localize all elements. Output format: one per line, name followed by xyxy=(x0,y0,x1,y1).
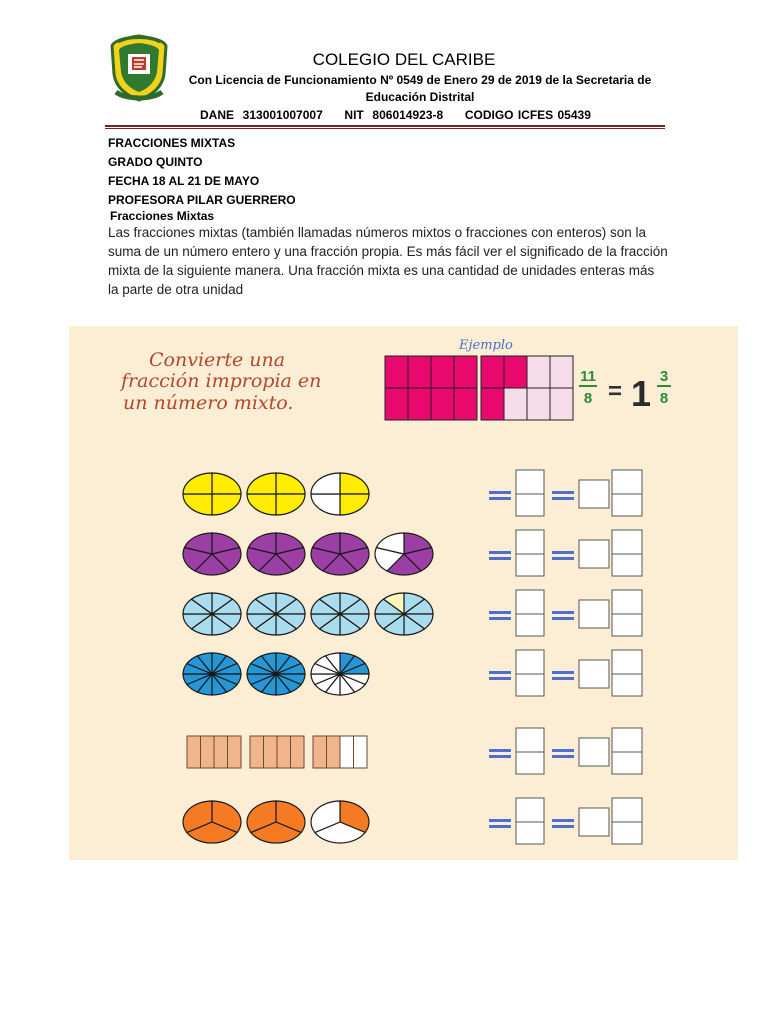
circle-sector xyxy=(183,473,212,494)
example-cell xyxy=(550,356,573,388)
equals-sign xyxy=(552,557,574,560)
exercise-row xyxy=(183,470,642,516)
rect-part xyxy=(277,736,291,768)
equals-sign xyxy=(552,617,574,620)
equals-sign xyxy=(489,819,511,822)
date-label: FECHA 18 AL 21 DE MAYO xyxy=(108,174,260,188)
example-cell xyxy=(527,356,550,388)
equals-sign xyxy=(489,557,511,560)
example-cell xyxy=(385,356,408,388)
example-label: Ejemplo xyxy=(459,338,513,353)
fraction-circle xyxy=(311,533,369,575)
circle-sector xyxy=(247,473,276,494)
circle-sector xyxy=(311,494,340,515)
answer-box xyxy=(612,798,642,844)
rect-part xyxy=(264,736,278,768)
fraction-circle xyxy=(375,593,433,635)
circle-sector xyxy=(276,494,305,515)
fraction-rect xyxy=(187,736,241,768)
equals-sign xyxy=(489,491,511,494)
equals-sign xyxy=(489,617,511,620)
equals-sign xyxy=(552,825,574,828)
intro-paragraph: Las fracciones mixtas (también llamadas números mixtos o fracciones con enteros) son la suma de un número entero y una fracción propia. Es más fácil ver el significado de la fracción mixta de la siguiente manera. Una fracción mixta es una cantidad de unidades enteras más la parte de otra unidad xyxy=(108,225,668,297)
answer-mixed-box xyxy=(579,530,642,576)
rect-part xyxy=(214,736,228,768)
equals-sign xyxy=(552,551,574,554)
example-cell xyxy=(431,356,454,388)
answer-fraction-box xyxy=(516,650,544,696)
fraction-circle xyxy=(183,653,241,695)
exercise-row xyxy=(183,650,642,696)
exercise-rows xyxy=(183,470,642,844)
circle-sector xyxy=(247,494,276,515)
fraction-circle xyxy=(311,593,369,635)
equals-sign xyxy=(489,749,511,752)
answer-box xyxy=(612,650,642,696)
equals-sign xyxy=(489,671,511,674)
equals-sign xyxy=(552,491,574,494)
fraction-circle xyxy=(247,473,305,515)
grade-label: GRADO QUINTO xyxy=(108,155,203,169)
example-equation xyxy=(579,368,671,414)
circle-sector xyxy=(212,473,241,494)
worksheet-title-line-2: fracción impropia en xyxy=(121,370,322,392)
fraction-circle xyxy=(183,593,241,635)
equals-sign xyxy=(489,611,511,614)
answer-mixed-box xyxy=(579,590,642,636)
answer-box xyxy=(612,530,642,576)
whole-box xyxy=(579,540,609,568)
worksheet-image xyxy=(69,326,738,860)
answer-fraction-box xyxy=(516,798,544,844)
answer-box xyxy=(516,470,544,516)
answer-box xyxy=(516,728,544,774)
example-mixed-numerator: 3 xyxy=(659,368,669,385)
example-fraction-grids xyxy=(385,356,573,420)
whole-box xyxy=(579,808,609,836)
example-cell xyxy=(408,356,431,388)
circle-sector xyxy=(276,473,305,494)
example-grid xyxy=(385,356,477,420)
fraction-circle xyxy=(375,533,433,575)
document-meta xyxy=(108,134,296,210)
equals-sign xyxy=(489,755,511,758)
worksheet-title-line-3: un número mixto. xyxy=(123,392,294,414)
whole-box xyxy=(579,660,609,688)
school-name: COLEGIO DEL CARIBE xyxy=(312,50,496,69)
answer-mixed-box xyxy=(579,470,642,516)
circle-sector xyxy=(212,494,241,515)
answer-mixed-box xyxy=(579,728,642,774)
example-cell xyxy=(550,388,573,420)
answer-mixed-box xyxy=(579,798,642,844)
equals-sign xyxy=(552,677,574,680)
answer-box xyxy=(612,470,642,516)
answer-fraction-box xyxy=(516,728,544,774)
example-cell xyxy=(385,388,408,420)
answer-fraction-box xyxy=(516,470,544,516)
rect-part xyxy=(354,736,368,768)
whole-box xyxy=(579,480,609,508)
rect-part xyxy=(340,736,354,768)
example-grid xyxy=(481,356,573,420)
example-cell xyxy=(454,356,477,388)
rect-part xyxy=(228,736,242,768)
answer-fraction-box xyxy=(516,590,544,636)
fraction-rect xyxy=(250,736,304,768)
rect-part xyxy=(313,736,327,768)
answer-mixed-box xyxy=(579,650,642,696)
equals-sign xyxy=(552,749,574,752)
answer-box xyxy=(516,650,544,696)
fraction-circle xyxy=(247,593,305,635)
fraction-circle xyxy=(247,653,305,695)
answer-box xyxy=(516,590,544,636)
answer-box xyxy=(516,530,544,576)
answer-fraction-box xyxy=(516,530,544,576)
rect-part xyxy=(187,736,201,768)
example-cell xyxy=(454,388,477,420)
circle-sector xyxy=(340,494,369,515)
section-title: Fracciones Mixtas xyxy=(110,209,215,223)
example-equals: = xyxy=(607,378,623,405)
fraction-circle xyxy=(183,473,241,515)
institution-ids: DANE 313001007007 NIT 806014923-8 CODIGO ICFES 05439 xyxy=(200,108,591,122)
fraction-rect xyxy=(313,736,367,768)
exercise-row xyxy=(187,728,642,774)
fraction-circle xyxy=(311,653,369,695)
exercise-row xyxy=(183,590,642,636)
equals-sign xyxy=(552,497,574,500)
example-numerator: 11 xyxy=(580,368,596,385)
equals-sign xyxy=(489,677,511,680)
answer-box xyxy=(612,728,642,774)
fraction-circle xyxy=(183,801,241,843)
example-whole: 1 xyxy=(630,373,652,414)
worksheet-title-line-1: Convierte una xyxy=(149,349,286,371)
example-cell xyxy=(431,388,454,420)
rect-part xyxy=(201,736,215,768)
example-cell xyxy=(481,356,504,388)
fraction-circle xyxy=(247,533,305,575)
equals-sign xyxy=(552,611,574,614)
example-cell xyxy=(504,388,527,420)
example-mixed-denominator: 8 xyxy=(659,390,669,407)
equals-sign xyxy=(489,497,511,500)
example-cell xyxy=(527,388,550,420)
rect-part xyxy=(250,736,264,768)
example-cell xyxy=(504,356,527,388)
circle-sector xyxy=(340,473,369,494)
rect-part xyxy=(291,736,305,768)
exercise-row xyxy=(183,530,642,576)
fraction-circle xyxy=(183,533,241,575)
fraction-circle xyxy=(311,473,369,515)
example-denominator: 8 xyxy=(583,390,593,407)
whole-box xyxy=(579,600,609,628)
exercise-row xyxy=(183,798,642,844)
equals-sign xyxy=(552,671,574,674)
fraction-circle xyxy=(311,801,369,843)
equals-sign xyxy=(552,819,574,822)
circle-sector xyxy=(311,473,340,494)
equals-sign xyxy=(489,551,511,554)
fraction-circle xyxy=(247,801,305,843)
header-divider-thin xyxy=(105,128,665,129)
rect-part xyxy=(327,736,341,768)
equals-sign xyxy=(552,755,574,758)
equals-sign xyxy=(489,825,511,828)
circle-sector xyxy=(183,494,212,515)
license-text: Con Licencia de Funcionamiento Nº 0549 de Enero 29 de 2019 de la Secretaria de Educación Distrital xyxy=(188,73,652,104)
teacher-label: PROFESORA PILAR GUERRERO xyxy=(108,193,296,207)
example-cell xyxy=(408,388,431,420)
topic-label: FRACCIONES MIXTAS xyxy=(108,136,236,150)
whole-box xyxy=(579,738,609,766)
answer-box xyxy=(612,590,642,636)
header-divider xyxy=(105,125,665,127)
example-cell xyxy=(481,388,504,420)
answer-box xyxy=(516,798,544,844)
